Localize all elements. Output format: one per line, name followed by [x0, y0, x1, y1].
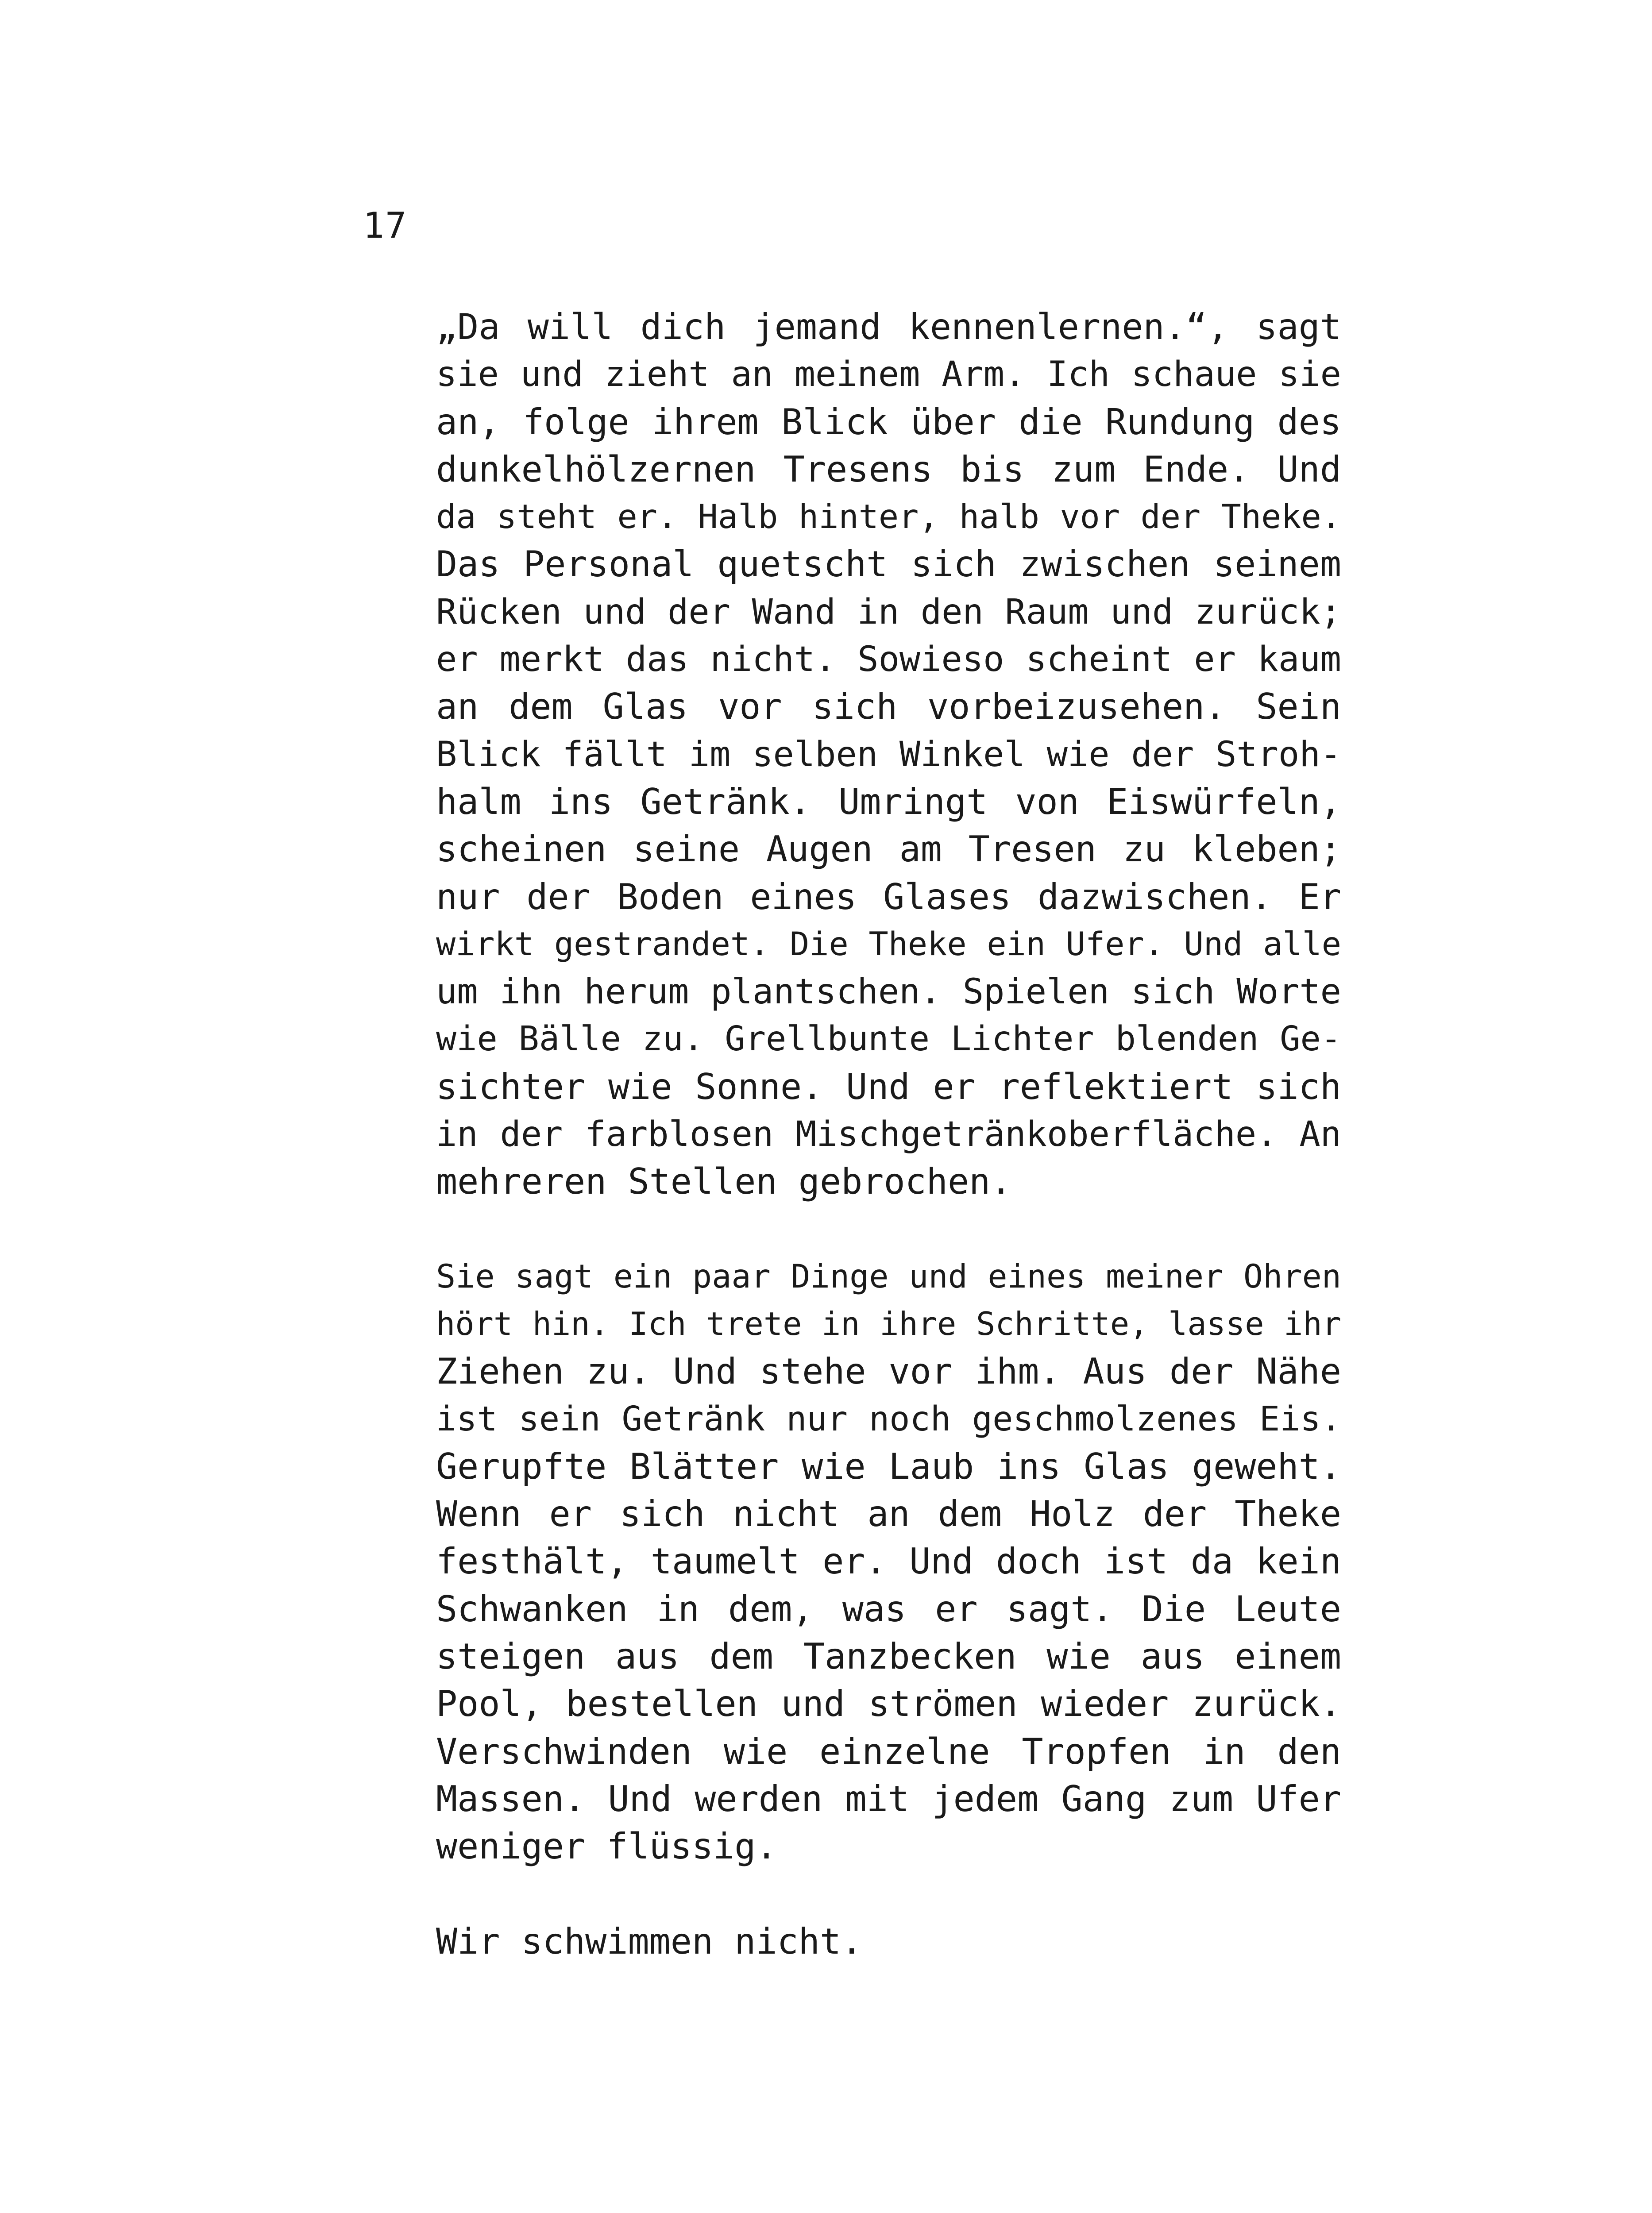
text-line: ist sein Getränk nur noch geschmolzenes Eis. — [436, 1399, 1341, 1439]
text-line: Rücken und der Wand in den Raum und zurück; — [436, 591, 1341, 632]
text-line: Wir schwimmen nicht. — [436, 1920, 863, 1962]
text-line: in der farblosen Mischgetränkoberfläche. An — [436, 1114, 1341, 1155]
text-line: Blick fällt im selben Winkel wie der Stroh- — [436, 733, 1341, 775]
page-number: 17 — [363, 205, 408, 246]
text-line: Das Personal quetscht sich zwischen seinem — [436, 544, 1341, 585]
text-line: Gerupfte Blätter wie Laub ins Glas geweht. — [436, 1446, 1341, 1487]
text-line: an dem Glas vor sich vorbeizusehen. Sein — [436, 686, 1341, 728]
text-line: er merkt das nicht. Sowieso scheint er kaum — [436, 639, 1341, 680]
text-line: Pool, bestellen und strömen wieder zurück. — [436, 1683, 1341, 1725]
text-line: „Da will dich jemand kennenlernen.“, sagt — [436, 306, 1341, 347]
text-line: dunkelhölzernen Tresens bis zum Ende. Und — [436, 448, 1341, 490]
paragraph — [436, 1253, 1341, 1870]
text-line: wirkt gestrandet. Die Theke ein Ufer. Und alle — [436, 925, 1341, 963]
text-line: Schwanken in dem, was er sagt. Die Leute — [436, 1588, 1341, 1630]
text-line: Wenn er sich nicht an dem Holz der Theke — [436, 1493, 1341, 1535]
text-line: da steht er. Halb hinter, halb vor der Theke. — [436, 497, 1341, 536]
text-line: Ziehen zu. Und stehe vor ihm. Aus der Nähe — [436, 1351, 1341, 1392]
text-line: Verschwinden wie einzelne Tropfen in den — [436, 1731, 1341, 1772]
text-line: scheinen seine Augen am Tresen zu kleben; — [436, 829, 1341, 870]
text-line: Massen. Und werden mit jedem Gang zum Ufer — [436, 1778, 1341, 1820]
paragraph — [436, 303, 1341, 1206]
text-line: mehreren Stellen gebrochen. — [436, 1161, 1012, 1203]
text-line: sie und zieht an meinem Arm. Ich schaue sie — [436, 354, 1341, 395]
text-line: hört hin. Ich trete in ihre Schritte, lasse ihr — [436, 1305, 1341, 1342]
text-line: an, folge ihrem Blick über die Rundung des — [436, 401, 1341, 443]
text-line: wie Bälle zu. Grellbunte Lichter blenden Ge- — [436, 1019, 1341, 1059]
text-line: festhält, taumelt er. Und doch ist da kein — [436, 1541, 1341, 1582]
text-line: steigen aus dem Tanzbecken wie aus einem — [436, 1636, 1341, 1677]
paragraph — [436, 1918, 1341, 1965]
text-line: Sie sagt ein paar Dinge und eines meiner Ohren — [436, 1257, 1341, 1295]
body-text — [436, 303, 1341, 2013]
text-line: nur der Boden eines Glases dazwischen. Er — [436, 876, 1341, 918]
text-line: halm ins Getränk. Umringt von Eiswürfeln, — [436, 781, 1341, 822]
text-line: sichter wie Sonne. Und er reflektiert sich — [436, 1066, 1341, 1107]
text-line: weniger flüssig. — [436, 1826, 777, 1867]
text-line: um ihn herum plantschen. Spielen sich Worte — [436, 971, 1341, 1012]
